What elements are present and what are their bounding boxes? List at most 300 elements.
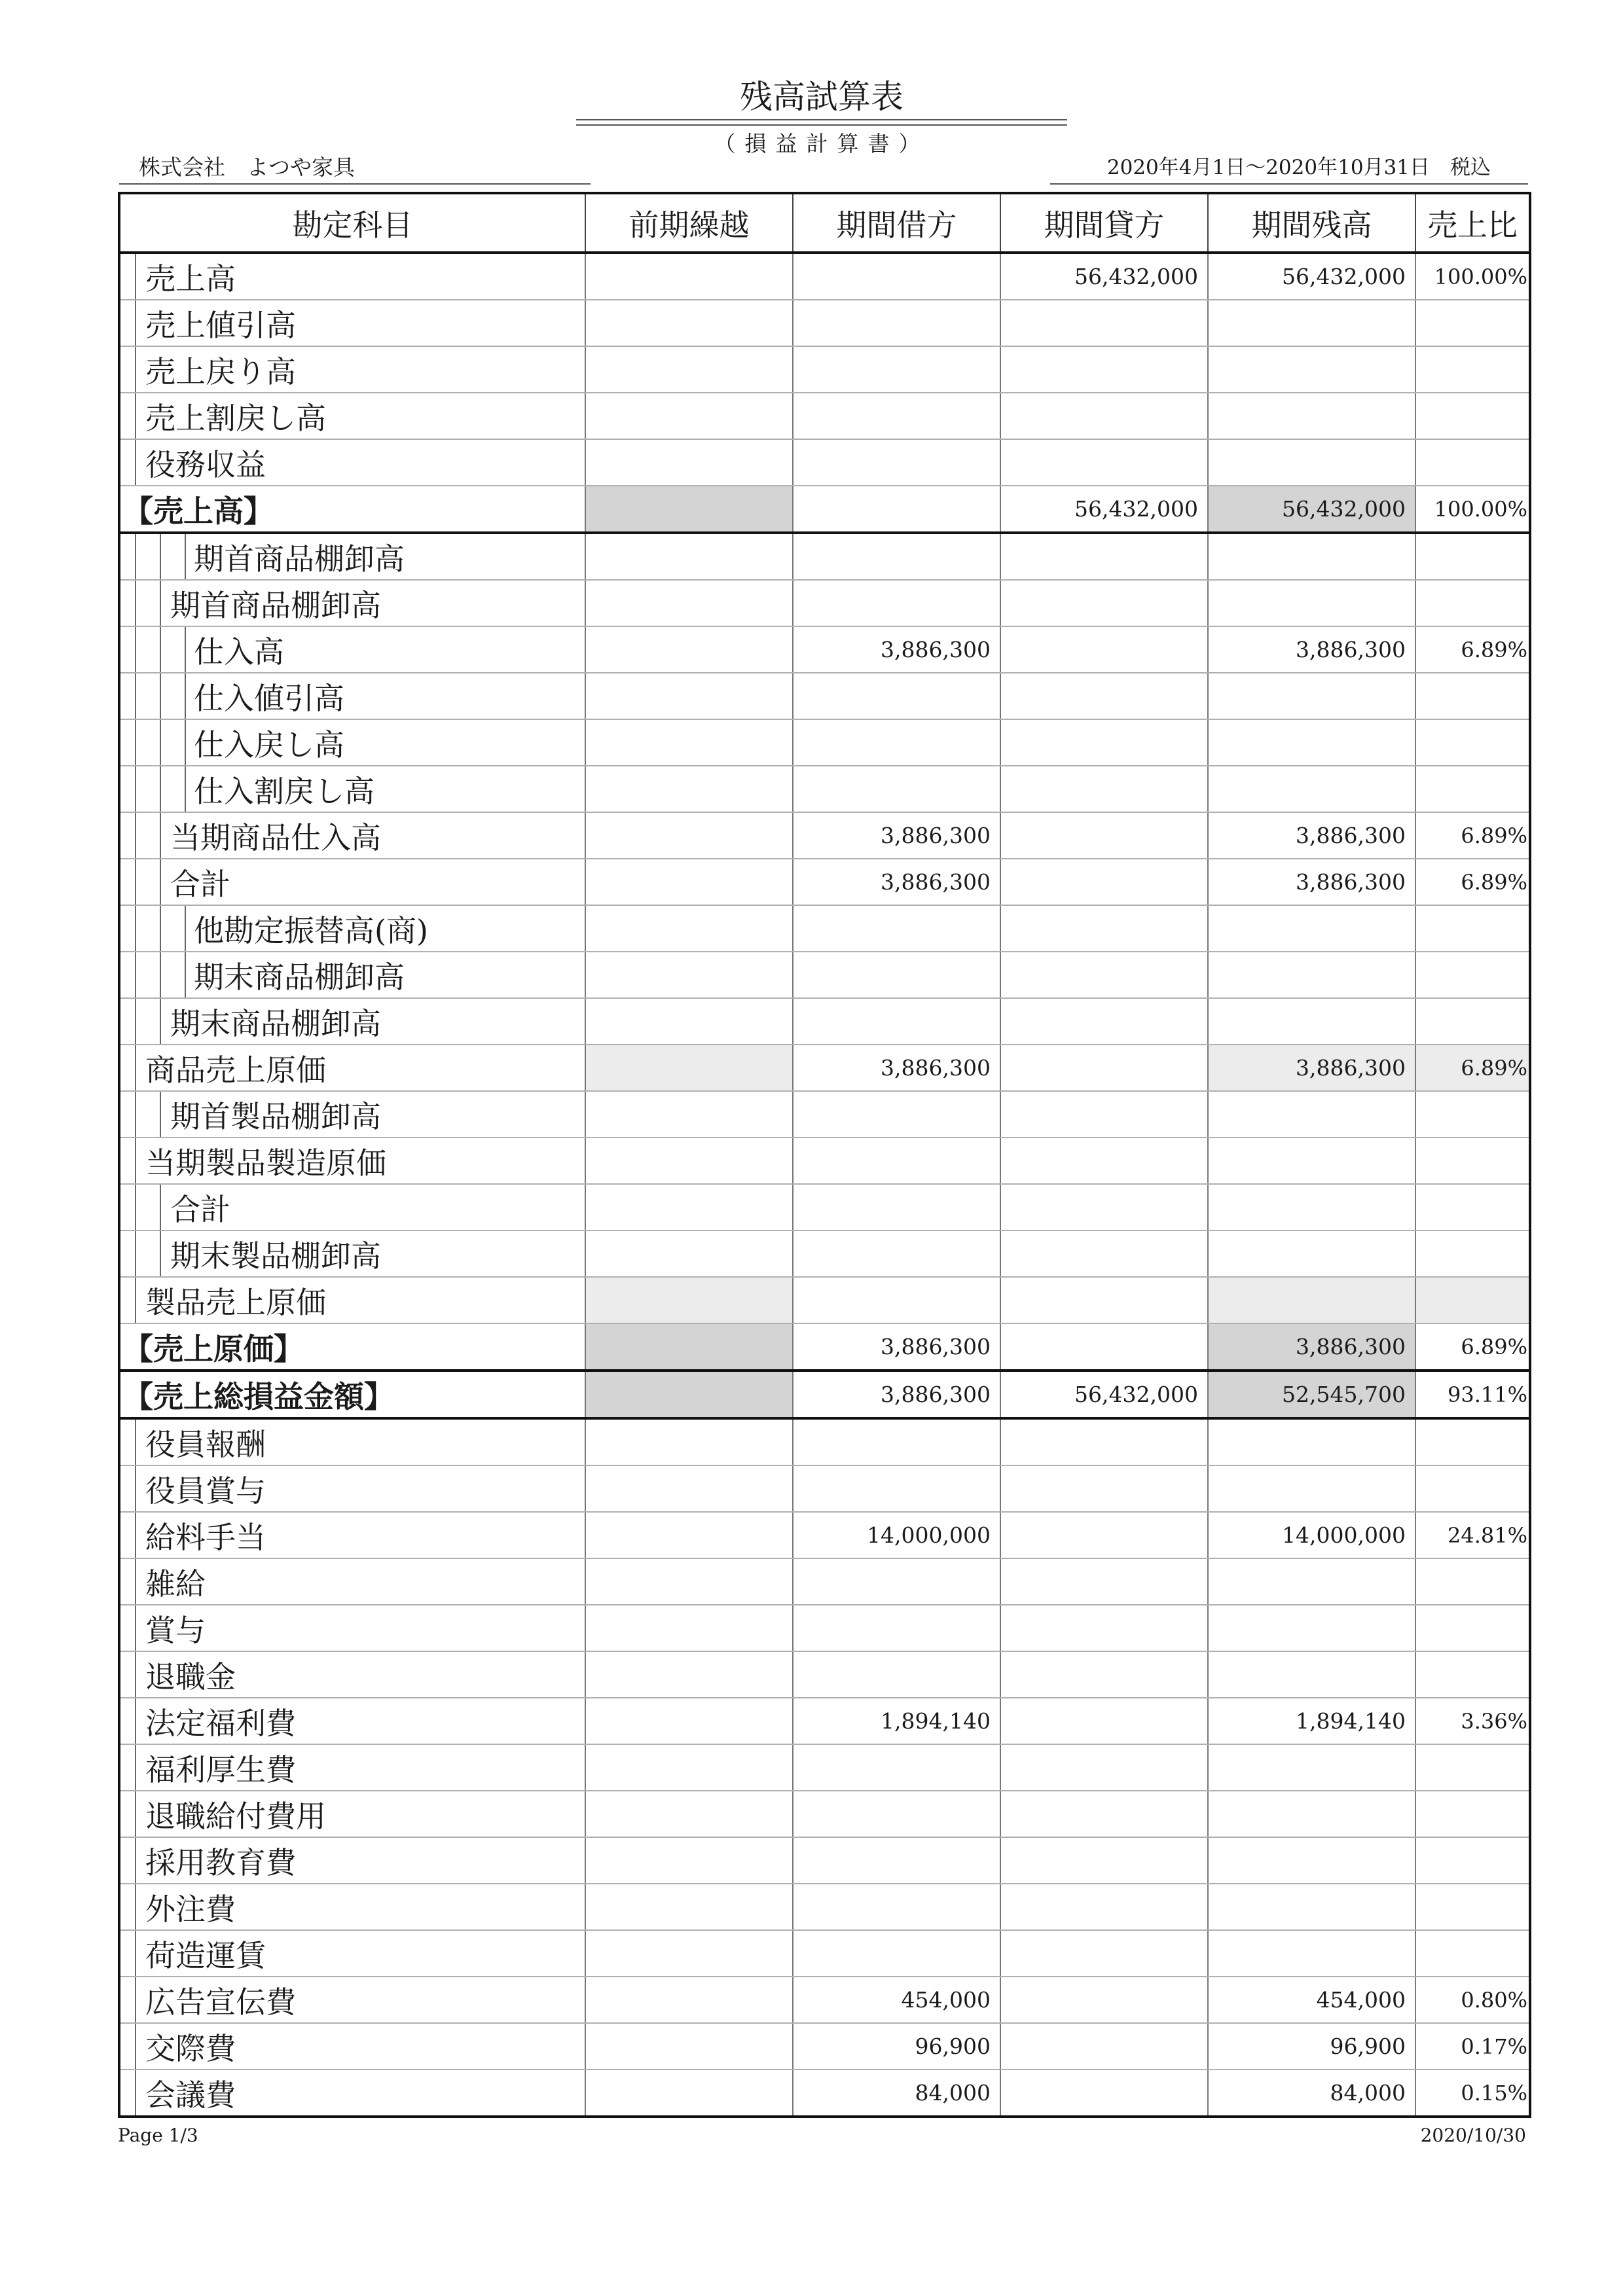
table-row — [119, 905, 1530, 952]
table-row — [119, 1371, 1530, 1418]
debit-cell: 3,886,300 — [793, 859, 1000, 905]
account-cell — [119, 486, 585, 533]
account-cell — [119, 1371, 585, 1418]
account-name: 退職金 — [145, 1659, 236, 1695]
carryover-cell — [585, 1791, 793, 1837]
debit-cell — [793, 1091, 1000, 1138]
indent-guide — [135, 999, 136, 1044]
credit-cell — [1000, 346, 1208, 393]
debit-cell — [793, 952, 1000, 998]
company-underline — [119, 183, 591, 185]
balance-cell — [1208, 439, 1415, 486]
credit-cell — [1000, 859, 1208, 905]
account-cell — [119, 439, 585, 486]
credit-cell — [1000, 1744, 1208, 1791]
account-name: 外注費 — [145, 1891, 236, 1927]
indent-guide — [135, 1138, 136, 1183]
account-cell — [119, 1884, 585, 1930]
table-row — [119, 346, 1530, 393]
balance-cell — [1208, 766, 1415, 812]
table-row — [119, 1605, 1530, 1651]
account-cell — [119, 1651, 585, 1698]
report-subtitle: （損益計算書） — [714, 131, 930, 156]
credit-cell — [1000, 719, 1208, 766]
account-cell — [119, 1791, 585, 1837]
balance-cell — [1208, 1558, 1415, 1605]
account-cell — [119, 1138, 585, 1184]
indent-guide — [185, 673, 186, 719]
debit-cell — [793, 300, 1000, 346]
account-name: 賞与 — [145, 1612, 206, 1648]
carryover-cell — [585, 673, 793, 719]
indent-guide — [135, 1420, 136, 1465]
indent-guide — [135, 1838, 136, 1883]
table-row — [119, 673, 1530, 719]
sales-ratio-cell — [1415, 1558, 1530, 1605]
table-row — [119, 580, 1530, 626]
sales-ratio-cell — [1415, 905, 1530, 952]
carryover-cell — [585, 533, 793, 580]
table-row — [119, 1418, 1530, 1465]
debit-cell — [793, 673, 1000, 719]
carryover-cell — [585, 1884, 793, 1930]
sales-ratio-cell — [1415, 439, 1530, 486]
carryover-cell — [585, 580, 793, 626]
indent-guide — [160, 1231, 161, 1276]
indent-guide — [135, 1931, 136, 1976]
account-name: 期末商品棚卸高 — [170, 1005, 381, 1041]
account-cell — [119, 1230, 585, 1277]
carryover-cell — [585, 300, 793, 346]
sales-ratio-cell: 3.36% — [1415, 1698, 1530, 1744]
sales-ratio-cell: 0.15% — [1415, 2070, 1530, 2117]
account-name: 当期製品製造原価 — [145, 1145, 386, 1181]
carryover-cell — [585, 1184, 793, 1230]
indent-guide — [135, 1884, 136, 1929]
account-cell — [119, 2070, 585, 2117]
sales-ratio-cell — [1415, 393, 1530, 439]
sales-ratio-cell — [1415, 952, 1530, 998]
sales-ratio-cell — [1415, 1138, 1530, 1184]
account-cell — [119, 300, 585, 346]
carryover-cell — [585, 486, 793, 533]
carryover-cell — [585, 1138, 793, 1184]
credit-cell: 56,432,000 — [1000, 253, 1208, 300]
column-header-balance: 期間残高 — [1208, 193, 1415, 253]
debit-cell — [793, 1465, 1000, 1512]
carryover-cell — [585, 1277, 793, 1323]
indent-guide — [135, 347, 136, 392]
balance-cell: 3,886,300 — [1208, 812, 1415, 859]
carryover-cell — [585, 393, 793, 439]
account-cell — [119, 1837, 585, 1884]
account-name: 【売上高】 — [123, 493, 274, 529]
debit-cell — [793, 1277, 1000, 1323]
debit-cell — [793, 1230, 1000, 1277]
debit-cell — [793, 439, 1000, 486]
account-name: 仕入割戻し高 — [194, 773, 374, 809]
table-row — [119, 1977, 1530, 2023]
indent-guide — [135, 1045, 136, 1090]
debit-cell — [793, 1930, 1000, 1977]
indent-guide — [185, 627, 186, 672]
account-cell — [119, 1323, 585, 1371]
sales-ratio-cell: 6.89% — [1415, 859, 1530, 905]
balance-cell — [1208, 1138, 1415, 1184]
balance-cell — [1208, 300, 1415, 346]
carryover-cell — [585, 1512, 793, 1558]
sales-ratio-cell — [1415, 673, 1530, 719]
credit-cell — [1000, 1791, 1208, 1837]
report-title: 残高試算表 — [740, 78, 903, 116]
table-row — [119, 439, 1530, 486]
indent-guide — [135, 1605, 136, 1651]
carryover-cell — [585, 1930, 793, 1977]
indent-guide — [160, 952, 161, 997]
indent-guide — [135, 906, 136, 951]
indent-guide — [135, 813, 136, 858]
debit-cell — [793, 1791, 1000, 1837]
carryover-cell — [585, 859, 793, 905]
sales-ratio-cell: 6.89% — [1415, 812, 1530, 859]
account-cell — [119, 1605, 585, 1651]
sales-ratio-cell — [1415, 1791, 1530, 1837]
debit-cell — [793, 1884, 1000, 1930]
debit-cell — [793, 486, 1000, 533]
indent-guide — [135, 1466, 136, 1511]
sales-ratio-cell: 6.89% — [1415, 1323, 1530, 1371]
credit-cell — [1000, 1605, 1208, 1651]
carryover-cell — [585, 812, 793, 859]
table-row — [119, 719, 1530, 766]
indent-guide — [160, 999, 161, 1044]
table-row — [119, 1230, 1530, 1277]
debit-cell — [793, 580, 1000, 626]
account-cell — [119, 1465, 585, 1512]
sales-ratio-cell — [1415, 1837, 1530, 1884]
credit-cell — [1000, 1837, 1208, 1884]
indent-guide — [185, 720, 186, 765]
indent-guide — [160, 581, 161, 626]
credit-cell — [1000, 1277, 1208, 1323]
credit-cell — [1000, 998, 1208, 1045]
sales-ratio-cell — [1415, 346, 1530, 393]
column-header-credit: 期間貸方 — [1000, 193, 1208, 253]
table-header-row — [119, 193, 1530, 253]
credit-cell — [1000, 1512, 1208, 1558]
carryover-cell — [585, 1371, 793, 1418]
debit-cell — [793, 533, 1000, 580]
indent-guide — [135, 952, 136, 997]
balance-cell: 1,894,140 — [1208, 1698, 1415, 1744]
balance-cell: 3,886,300 — [1208, 859, 1415, 905]
balance-cell — [1208, 1091, 1415, 1138]
account-name: 会議費 — [145, 2077, 236, 2113]
debit-cell: 454,000 — [793, 1977, 1000, 2023]
credit-cell — [1000, 952, 1208, 998]
balance-cell: 3,886,300 — [1208, 1045, 1415, 1091]
balance-cell — [1208, 393, 1415, 439]
table-row — [119, 533, 1530, 580]
sales-ratio-cell — [1415, 719, 1530, 766]
sales-ratio-cell: 0.17% — [1415, 2023, 1530, 2070]
indent-guide — [135, 1791, 136, 1837]
report-period: 2020年4月1日～2020年10月31日 税込 — [1106, 156, 1491, 179]
account-cell — [119, 1512, 585, 1558]
account-cell — [119, 1744, 585, 1791]
table-row — [119, 486, 1530, 533]
debit-cell — [793, 346, 1000, 393]
balance-cell: 3,886,300 — [1208, 626, 1415, 673]
balance-cell — [1208, 1651, 1415, 1698]
account-name: 期首商品棚卸高 — [170, 587, 381, 623]
indent-guide — [160, 1092, 161, 1137]
table-row — [119, 1744, 1530, 1791]
account-cell — [119, 253, 585, 300]
carryover-cell — [585, 1045, 793, 1091]
account-cell — [119, 673, 585, 719]
indent-guide — [135, 720, 136, 765]
column-header-account: 勘定科目 — [119, 193, 585, 253]
account-name: 売上戻り高 — [145, 353, 296, 389]
account-cell — [119, 1091, 585, 1138]
table-row — [119, 253, 1530, 300]
carryover-cell — [585, 719, 793, 766]
carryover-cell — [585, 626, 793, 673]
account-name: 期末製品棚卸高 — [170, 1238, 381, 1274]
balance-cell: 3,886,300 — [1208, 1323, 1415, 1371]
indent-guide — [135, 1652, 136, 1697]
debit-cell: 3,886,300 — [793, 1323, 1000, 1371]
carryover-cell — [585, 905, 793, 952]
carryover-cell — [585, 1651, 793, 1698]
account-cell — [119, 1418, 585, 1465]
carryover-cell — [585, 1837, 793, 1884]
balance-cell: 56,432,000 — [1208, 486, 1415, 533]
table-row — [119, 2023, 1530, 2070]
balance-cell: 52,545,700 — [1208, 1371, 1415, 1418]
account-cell — [119, 1977, 585, 2023]
table-row — [119, 1558, 1530, 1605]
carryover-cell — [585, 766, 793, 812]
account-name: 製品売上原価 — [145, 1284, 326, 1320]
account-name: 法定福利費 — [145, 1705, 296, 1741]
indent-guide — [135, 1185, 136, 1230]
credit-cell — [1000, 439, 1208, 486]
sales-ratio-cell — [1415, 1091, 1530, 1138]
table-row — [119, 2070, 1530, 2117]
carryover-cell — [585, 2070, 793, 2117]
column-header-debit: 期間借方 — [793, 193, 1000, 253]
account-name: 仕入戻し高 — [194, 726, 344, 762]
indent-guide — [135, 766, 136, 812]
account-name: 給料手当 — [145, 1519, 266, 1555]
debit-cell: 1,894,140 — [793, 1698, 1000, 1744]
account-cell — [119, 1277, 585, 1323]
table-row — [119, 1884, 1530, 1930]
table-row — [119, 998, 1530, 1045]
sales-ratio-cell: 6.89% — [1415, 626, 1530, 673]
account-name: 交際費 — [145, 2030, 236, 2066]
balance-cell — [1208, 1837, 1415, 1884]
debit-cell — [793, 1605, 1000, 1651]
credit-cell — [1000, 1138, 1208, 1184]
indent-guide — [185, 534, 186, 579]
credit-cell — [1000, 1230, 1208, 1277]
credit-cell: 56,432,000 — [1000, 1371, 1208, 1418]
table-row — [119, 1323, 1530, 1371]
indent-guide — [160, 627, 161, 672]
carryover-cell — [585, 1605, 793, 1651]
credit-cell — [1000, 1977, 1208, 2023]
debit-cell: 96,900 — [793, 2023, 1000, 2070]
account-cell — [119, 952, 585, 998]
debit-cell — [793, 1138, 1000, 1184]
column-header-carryover: 前期繰越 — [585, 193, 793, 253]
account-cell — [119, 346, 585, 393]
account-name: 採用教育費 — [145, 1844, 296, 1880]
sales-ratio-cell — [1415, 1465, 1530, 1512]
sales-ratio-cell — [1415, 1884, 1530, 1930]
sales-ratio-cell — [1415, 1744, 1530, 1791]
table-row — [119, 1698, 1530, 1744]
balance-cell — [1208, 533, 1415, 580]
debit-cell: 3,886,300 — [793, 1371, 1000, 1418]
period-underline — [1050, 183, 1528, 185]
indent-guide — [135, 1559, 136, 1604]
indent-guide — [160, 766, 161, 812]
credit-cell — [1000, 1418, 1208, 1465]
account-cell — [119, 1558, 585, 1605]
indent-guide — [185, 952, 186, 997]
account-cell — [119, 580, 585, 626]
account-cell — [119, 393, 585, 439]
sales-ratio-cell: 0.80% — [1415, 1977, 1530, 2023]
carryover-cell — [585, 1418, 793, 1465]
account-cell — [119, 719, 585, 766]
debit-cell — [793, 1837, 1000, 1884]
account-name: 役員報酬 — [145, 1426, 266, 1462]
indent-guide — [135, 300, 136, 346]
carryover-cell — [585, 439, 793, 486]
debit-cell — [793, 1418, 1000, 1465]
table-row — [119, 393, 1530, 439]
credit-cell — [1000, 2023, 1208, 2070]
indent-guide — [135, 627, 136, 672]
carryover-cell — [585, 1744, 793, 1791]
table-row — [119, 1837, 1530, 1884]
sales-ratio-cell: 93.11% — [1415, 1371, 1530, 1418]
account-cell — [119, 533, 585, 580]
account-name: 仕入高 — [194, 634, 284, 670]
credit-cell — [1000, 812, 1208, 859]
debit-cell — [793, 719, 1000, 766]
balance-cell: 14,000,000 — [1208, 1512, 1415, 1558]
table-row — [119, 1184, 1530, 1230]
account-name: 売上割戻し高 — [145, 400, 326, 436]
debit-cell — [793, 905, 1000, 952]
sales-ratio-cell — [1415, 1230, 1530, 1277]
indent-guide — [135, 2070, 136, 2115]
account-name: 退職給付費用 — [145, 1798, 326, 1834]
credit-cell — [1000, 1465, 1208, 1512]
account-name: 当期商品仕入高 — [170, 819, 381, 855]
balance-cell — [1208, 1930, 1415, 1977]
balance-cell — [1208, 346, 1415, 393]
column-header-sales-ratio: 売上比 — [1415, 193, 1530, 253]
carryover-cell — [585, 253, 793, 300]
sales-ratio-cell: 24.81% — [1415, 1512, 1530, 1558]
carryover-cell — [585, 1323, 793, 1371]
account-name: 商品売上原価 — [145, 1052, 326, 1088]
sales-ratio-cell — [1415, 533, 1530, 580]
carryover-cell — [585, 2023, 793, 2070]
table-row — [119, 1277, 1530, 1323]
credit-cell — [1000, 905, 1208, 952]
table-row — [119, 1138, 1530, 1184]
credit-cell — [1000, 1045, 1208, 1091]
debit-cell: 3,886,300 — [793, 1045, 1000, 1091]
account-name: 役員賞与 — [145, 1473, 266, 1509]
carryover-cell — [585, 1698, 793, 1744]
debit-cell — [793, 998, 1000, 1045]
account-name: 期首商品棚卸高 — [194, 541, 405, 577]
balance-cell — [1208, 1744, 1415, 1791]
balance-cell — [1208, 1184, 1415, 1230]
balance-cell: 84,000 — [1208, 2070, 1415, 2117]
table-row — [119, 1045, 1530, 1091]
credit-cell — [1000, 1930, 1208, 1977]
carryover-cell — [585, 1558, 793, 1605]
balance-cell: 454,000 — [1208, 1977, 1415, 2023]
account-cell — [119, 766, 585, 812]
account-cell — [119, 2023, 585, 2070]
table-row — [119, 1930, 1530, 1977]
debit-cell — [793, 1184, 1000, 1230]
credit-cell — [1000, 1323, 1208, 1371]
carryover-cell — [585, 1230, 793, 1277]
credit-cell — [1000, 393, 1208, 439]
credit-cell — [1000, 1184, 1208, 1230]
sales-ratio-cell — [1415, 1930, 1530, 1977]
sales-ratio-cell — [1415, 998, 1530, 1045]
indent-guide — [135, 1231, 136, 1276]
credit-cell — [1000, 580, 1208, 626]
carryover-cell — [585, 952, 793, 998]
table-row — [119, 812, 1530, 859]
credit-cell — [1000, 2070, 1208, 2117]
indent-guide — [160, 906, 161, 951]
account-name: 売上値引高 — [145, 307, 296, 343]
indent-guide — [135, 581, 136, 626]
indent-guide — [135, 534, 136, 579]
indent-guide — [135, 1745, 136, 1790]
indent-guide — [135, 254, 136, 299]
company-name: 株式会社 よつや家具 — [139, 154, 355, 180]
account-name: 期首製品棚卸高 — [170, 1098, 381, 1134]
debit-cell: 3,886,300 — [793, 812, 1000, 859]
debit-cell — [793, 1558, 1000, 1605]
indent-guide — [160, 859, 161, 905]
credit-cell — [1000, 626, 1208, 673]
balance-cell: 96,900 — [1208, 2023, 1415, 2070]
balance-cell — [1208, 719, 1415, 766]
sales-ratio-cell — [1415, 1651, 1530, 1698]
account-name: 【売上総損益金額】 — [123, 1378, 394, 1414]
account-name: 他勘定振替高(商) — [194, 912, 428, 948]
balance-cell — [1208, 1277, 1415, 1323]
carryover-cell — [585, 998, 793, 1045]
